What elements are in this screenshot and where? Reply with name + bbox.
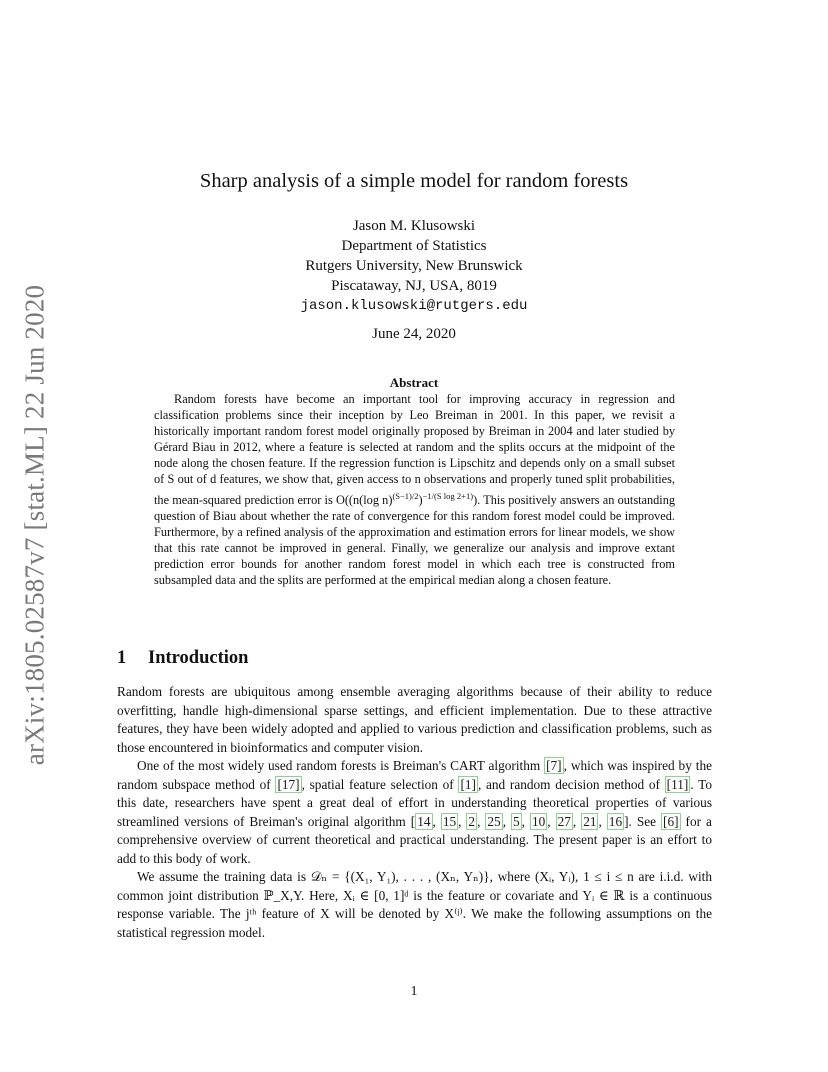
abstract-body [154, 391, 675, 588]
author-block [0, 216, 828, 316]
citation-link[interactable]: [17] [277, 776, 300, 792]
citation-link[interactable]: 21 [583, 813, 597, 829]
author-address: Piscataway, NJ, USA, 8019 [331, 278, 497, 294]
math-close: ) [418, 492, 423, 507]
arxiv-identifier: arXiv:1805.02587v7 [stat.ML] 22 Jun 2020 [19, 284, 50, 766]
paper-date: June 24, 2020 [372, 326, 456, 342]
author-university: Rutgers University, New Brunswick [305, 258, 523, 274]
citation-link[interactable]: 15 [442, 813, 457, 829]
citation-link[interactable]: [6] [663, 813, 679, 829]
citation-link[interactable]: 5 [513, 813, 520, 829]
paragraph: Random forests are ubiquitous among ensemble averaging algorithms because of their ability to reduce overfitting, handle high-dimensional sparse settings, and efficient implementation. Due to these attractive features, they have been widely adopted and applied to various prediction and classification problems, such as those encountered in bioinformatics and computer vision. [117, 684, 712, 755]
citation-link[interactable]: [11] [666, 776, 689, 792]
paragraph: We assume the training data is 𝒟ₙ = {(X₁, Y₁), . . . , (Xₙ, Yₙ)}, where (Xᵢ, Yᵢ), 1 ≤ i ≤ n are i.i.d. with common joint distribution ℙ_X,Y. Here, Xᵢ ∈ [0, 1]ᵈ is the feature or covariate and Yᵢ ∈ ℝ is a continuous response variable. The jᵗʰ feature of X will be denoted by X⁽ʲ⁾. We make the following assumptions on the statistical regression model. [117, 869, 712, 940]
citation-link[interactable]: 27 [557, 813, 571, 829]
section-title: Introduction [148, 648, 249, 668]
text-run: , spatial feature selection of [301, 776, 459, 792]
citation-link[interactable]: 16 [608, 813, 623, 829]
paragraph: One of the most widely used random forests is Breiman's CART algorithm [7] , which was inspired by the random subspace method of [17] , spatial feature selection of [1] , and random decision method of [11] . To this date, researchers have spent a great deal of effort in understanding theoretical properties of various streamlined versions of Breiman's original algorithm [ 14 , 15 , 2 , 25 , 5 , 10 , 27 , 21 , 16 ]. See [6] for a comprehensive overview of current theoretical and practical understanding. The present paper is an effort to add to this body of work. [117, 758, 712, 866]
text-run: . To this date, researchers have spent a great deal of effort in understanding theoretical properties of various streamlined versions of Breiman's original algorithm [117, 776, 712, 829]
citation-link[interactable]: 25 [487, 813, 501, 829]
introduction-body [117, 683, 712, 942]
citation-link[interactable]: 2 [468, 813, 476, 829]
text-run: . See [628, 813, 662, 829]
math-exponent: (S−1)/2 [392, 490, 419, 501]
section-heading [117, 648, 248, 669]
abstract-text-1: Random forests have become an important tool for improving accuracy in regression and classification problems since their inception by Leo Breiman in 2001. In this paper, we revisit a historically important random forest model originally proposed by Breiman in 2004 and later studied by Gérard Biau in 2012, where a feature is selected at random and the splits occurs at the midpoint of the node along the chosen feature. If the regression function is Lipschitz and depends only on a small subset of S out of d features, we show that, given access to n observations and properly tuned split probabilities, the mean-squared prediction error is O((n(log n) [154, 392, 675, 507]
section-number: 1 [117, 648, 127, 668]
citation-link[interactable]: [7] [546, 758, 562, 773]
text-run: One of the most widely used random forests is Breiman's CART algorithm [137, 758, 545, 773]
text-run: , which was inspired by the random subspace method of [117, 758, 712, 792]
author-email[interactable]: jason.klusowski@rutgers.edu [300, 298, 528, 314]
citation-link[interactable]: 10 [531, 813, 546, 829]
abstract-heading: Abstract [389, 375, 439, 390]
paper-title: Sharp analysis of a simple model for random forests [199, 170, 629, 192]
citation-link[interactable]: [1] [460, 776, 476, 792]
math-exponent-2: −1/(S log 2+1) [422, 490, 474, 501]
arxiv-sidebar [10, 270, 60, 780]
abstract-paragraph [154, 391, 675, 588]
text-run: for a comprehensive overview of current theoretical and practical understanding. The present paper is an effort to add to this body of work. [117, 813, 712, 866]
author-name: Jason M. Klusowski [352, 218, 476, 234]
citation-link[interactable]: 14 [417, 813, 431, 829]
abstract-text-2: ). This positively answers an outstanding question of Biau about whether the rate of convergence for this random forest model could be improved. Furthermore, by a refined analysis of the approximation and estimation errors for linear models, we show that this rate cannot be improved in general. Finally, we generalize our analysis and improve extant prediction error bounds for another random forest model in which each tree is constructed from subsampled data and the splits are performed at the empirical median along a chosen feature. [154, 492, 675, 588]
text-run: , and random decision method of [477, 776, 665, 792]
page-number: 1 [410, 984, 418, 999]
author-department: Department of Statistics [341, 238, 487, 254]
